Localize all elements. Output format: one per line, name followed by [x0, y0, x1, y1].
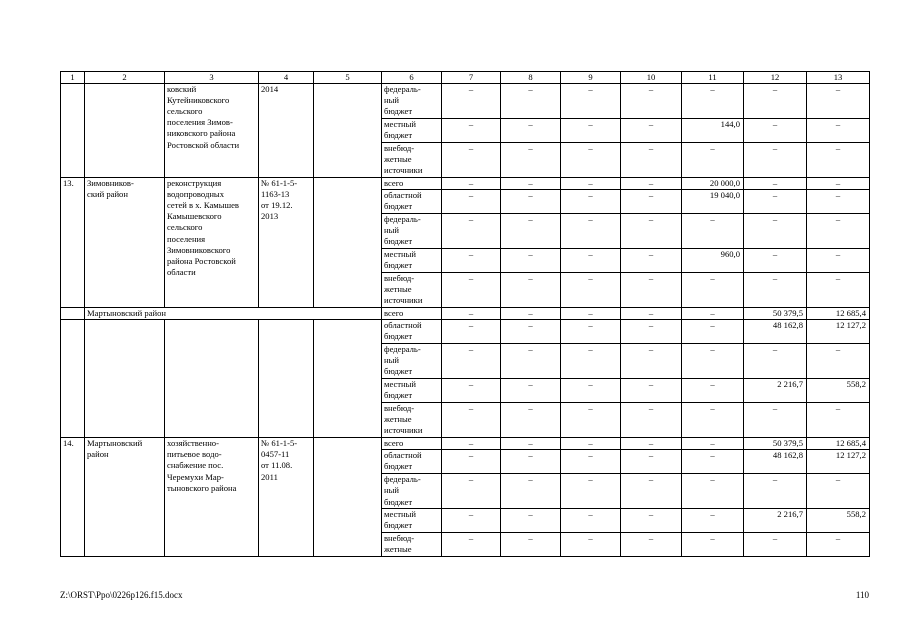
dash-cell: –	[561, 344, 621, 379]
dash-cell: –	[442, 320, 501, 344]
blank-cell	[259, 320, 314, 438]
funding-source-label: федераль- ный бюджет	[382, 344, 442, 379]
column-number: 1	[61, 72, 85, 84]
dash-cell: –	[442, 533, 501, 557]
dash-cell: –	[561, 249, 621, 273]
dash-cell: –	[744, 190, 807, 214]
dash-cell: –	[561, 450, 621, 474]
dash-cell: –	[442, 143, 501, 178]
dash-cell: –	[621, 403, 682, 438]
dash-cell: –	[442, 344, 501, 379]
dash-cell: –	[621, 214, 682, 249]
dash-cell: –	[682, 403, 744, 438]
dash-cell: –	[442, 379, 501, 403]
dash-cell: –	[561, 438, 621, 450]
dash-cell: –	[501, 379, 561, 403]
funding-source-label: внебюд- жетные источники	[382, 403, 442, 438]
dash-cell: –	[442, 119, 501, 143]
dash-cell: –	[744, 84, 807, 119]
funding-source-label: местный бюджет	[382, 379, 442, 403]
dash-cell: –	[621, 119, 682, 143]
dash-cell: –	[744, 533, 807, 557]
dash-cell: –	[442, 214, 501, 249]
dash-cell: –	[682, 438, 744, 450]
dash-cell: –	[621, 320, 682, 344]
dash-cell: –	[744, 474, 807, 509]
blank-cell	[85, 320, 165, 438]
dash-cell: –	[682, 308, 744, 320]
dash-cell: –	[682, 379, 744, 403]
dash-cell: –	[807, 178, 870, 190]
dash-cell: –	[807, 143, 870, 178]
dash-cell: –	[744, 143, 807, 178]
amount-cell: 12 685,4	[807, 438, 870, 450]
document-ref: № 61-1-5- 1163-13 от 19.12. 2013	[259, 178, 314, 308]
dash-cell: –	[561, 119, 621, 143]
dash-cell: –	[501, 533, 561, 557]
dash-cell: –	[744, 119, 807, 143]
blank-cell	[85, 84, 165, 178]
amount-cell: 12 127,2	[807, 320, 870, 344]
document-ref: 2014	[259, 84, 314, 178]
dash-cell: –	[807, 533, 870, 557]
dash-cell: –	[621, 249, 682, 273]
blank-cell	[165, 320, 259, 438]
column-number: 5	[314, 72, 382, 84]
dash-cell: –	[807, 474, 870, 509]
dash-cell: –	[682, 320, 744, 344]
district-name: Зимовников- ский район	[85, 178, 165, 308]
dash-cell: –	[744, 214, 807, 249]
column-number: 12	[744, 72, 807, 84]
dash-cell: –	[682, 84, 744, 119]
district-summary-name: Мартыновский район	[85, 308, 382, 320]
column-number-row	[61, 72, 870, 84]
dash-cell: –	[442, 438, 501, 450]
funding-source-label: местный бюджет	[382, 509, 442, 533]
dash-cell: –	[621, 143, 682, 178]
dash-cell: –	[744, 273, 807, 308]
funding-source-label: областной бюджет	[382, 450, 442, 474]
column-number: 3	[165, 72, 259, 84]
funding-source-label: федераль- ный бюджет	[382, 214, 442, 249]
dash-cell: –	[621, 438, 682, 450]
dash-cell: –	[442, 450, 501, 474]
dash-cell: –	[501, 143, 561, 178]
column-number: 2	[85, 72, 165, 84]
dash-cell: –	[561, 403, 621, 438]
dash-cell: –	[561, 143, 621, 178]
dash-cell: –	[682, 344, 744, 379]
column-number: 13	[807, 72, 870, 84]
funding-source-label: областной бюджет	[382, 190, 442, 214]
amount-cell: 2 216,7	[744, 509, 807, 533]
amount-cell: 12 685,4	[807, 308, 870, 320]
dash-cell: –	[561, 214, 621, 249]
funding-source-label: областной бюджет	[382, 320, 442, 344]
dash-cell: –	[621, 308, 682, 320]
amount-cell: 19 040,0	[682, 190, 744, 214]
dash-cell: –	[807, 190, 870, 214]
dash-cell: –	[442, 273, 501, 308]
dash-cell: –	[561, 84, 621, 119]
amount-cell: 20 000,0	[682, 178, 744, 190]
dash-cell: –	[807, 403, 870, 438]
blank-cell	[314, 84, 382, 178]
dash-cell: –	[621, 379, 682, 403]
dash-cell: –	[621, 509, 682, 533]
table-row	[61, 84, 870, 119]
dash-cell: –	[744, 178, 807, 190]
funding-source-label: местный бюджет	[382, 249, 442, 273]
dash-cell: –	[442, 178, 501, 190]
dash-cell: –	[807, 249, 870, 273]
dash-cell: –	[442, 84, 501, 119]
dash-cell: –	[501, 344, 561, 379]
object-name: ковский Кутейниковского сельского поселения Зимов- никовского района Ростовской области	[165, 84, 259, 178]
dash-cell: –	[744, 249, 807, 273]
funding-source-label: внебюд- жетные	[382, 533, 442, 557]
amount-cell: 144,0	[682, 119, 744, 143]
table-row	[61, 438, 870, 450]
column-number: 9	[561, 72, 621, 84]
dash-cell: –	[682, 533, 744, 557]
document-table	[60, 71, 870, 557]
funding-source-label: внебюд- жетные источники	[382, 143, 442, 178]
dash-cell: –	[561, 474, 621, 509]
dash-cell: –	[621, 190, 682, 214]
dash-cell: –	[807, 273, 870, 308]
dash-cell: –	[621, 344, 682, 379]
dash-cell: –	[561, 178, 621, 190]
amount-cell: 50 379,5	[744, 308, 807, 320]
dash-cell: –	[621, 533, 682, 557]
page-number: 110	[855, 590, 869, 600]
amount-cell: 50 379,5	[744, 438, 807, 450]
dash-cell: –	[561, 308, 621, 320]
dash-cell: –	[561, 190, 621, 214]
amount-cell: 558,2	[807, 509, 870, 533]
column-number: 7	[442, 72, 501, 84]
dash-cell: –	[501, 320, 561, 344]
dash-cell: –	[807, 214, 870, 249]
dash-cell: –	[682, 450, 744, 474]
dash-cell: –	[501, 438, 561, 450]
funding-source-label: всего	[382, 308, 442, 320]
dash-cell: –	[501, 84, 561, 119]
dash-cell: –	[561, 533, 621, 557]
dash-cell: –	[621, 273, 682, 308]
table-row	[61, 308, 870, 320]
column-number: 10	[621, 72, 682, 84]
amount-cell: 48 162,8	[744, 450, 807, 474]
dash-cell: –	[501, 214, 561, 249]
funding-source-label: всего	[382, 438, 442, 450]
object-name: хозяйственно- питьевое водо- снабжение пос. Черемухи Мар- тыновского района	[165, 438, 259, 557]
blank-cell	[61, 84, 85, 178]
column-number: 6	[382, 72, 442, 84]
amount-cell: 558,2	[807, 379, 870, 403]
dash-cell: –	[442, 249, 501, 273]
dash-cell: –	[807, 84, 870, 119]
column-number: 4	[259, 72, 314, 84]
dash-cell: –	[807, 344, 870, 379]
dash-cell: –	[621, 474, 682, 509]
dash-cell: –	[501, 403, 561, 438]
amount-cell: 2 216,7	[744, 379, 807, 403]
column-number: 11	[682, 72, 744, 84]
column-number: 8	[501, 72, 561, 84]
document-ref: № 61-1-5- 0457-11 от 11.08. 2011	[259, 438, 314, 557]
dash-cell: –	[561, 320, 621, 344]
dash-cell: –	[442, 190, 501, 214]
dash-cell: –	[682, 273, 744, 308]
dash-cell: –	[501, 190, 561, 214]
dash-cell: –	[682, 143, 744, 178]
dash-cell: –	[744, 344, 807, 379]
dash-cell: –	[682, 509, 744, 533]
funding-source-label: федераль- ный бюджет	[382, 84, 442, 119]
dash-cell: –	[501, 509, 561, 533]
amount-cell: 48 162,8	[744, 320, 807, 344]
dash-cell: –	[501, 178, 561, 190]
blank-cell	[61, 320, 85, 438]
dash-cell: –	[501, 450, 561, 474]
dash-cell: –	[561, 379, 621, 403]
dash-cell: –	[621, 84, 682, 119]
dash-cell: –	[621, 178, 682, 190]
object-name: реконструкция водопроводных сетей в х. Камышев Камышевского сельского поселения Зимовниковского района Ростовской области	[165, 178, 259, 308]
dash-cell: –	[807, 119, 870, 143]
table-row	[61, 320, 870, 344]
dash-cell: –	[442, 509, 501, 533]
dash-cell: –	[744, 403, 807, 438]
blank-cell	[61, 308, 85, 320]
amount-cell: 960,0	[682, 249, 744, 273]
blank-cell	[314, 320, 382, 438]
dash-cell: –	[561, 509, 621, 533]
amount-cell: 12 127,2	[807, 450, 870, 474]
district-name: Мартыновский район	[85, 438, 165, 557]
dash-cell: –	[501, 273, 561, 308]
blank-cell	[314, 438, 382, 557]
dash-cell: –	[442, 403, 501, 438]
dash-cell: –	[561, 273, 621, 308]
row-number: 14.	[61, 438, 85, 557]
dash-cell: –	[501, 308, 561, 320]
dash-cell: –	[682, 214, 744, 249]
blank-cell	[314, 178, 382, 308]
dash-cell: –	[682, 474, 744, 509]
footer-file-path: Z:\ORST\Ppo\0226p126.f15.docx	[60, 590, 183, 600]
dash-cell: –	[621, 450, 682, 474]
table-row	[61, 178, 870, 190]
dash-cell: –	[501, 249, 561, 273]
row-number: 13.	[61, 178, 85, 308]
dash-cell: –	[501, 474, 561, 509]
dash-cell: –	[442, 474, 501, 509]
funding-source-label: внебюд- жетные источники	[382, 273, 442, 308]
funding-source-label: всего	[382, 178, 442, 190]
dash-cell: –	[501, 119, 561, 143]
dash-cell: –	[442, 308, 501, 320]
funding-source-label: федераль- ный бюджет	[382, 474, 442, 509]
funding-source-label: местный бюджет	[382, 119, 442, 143]
